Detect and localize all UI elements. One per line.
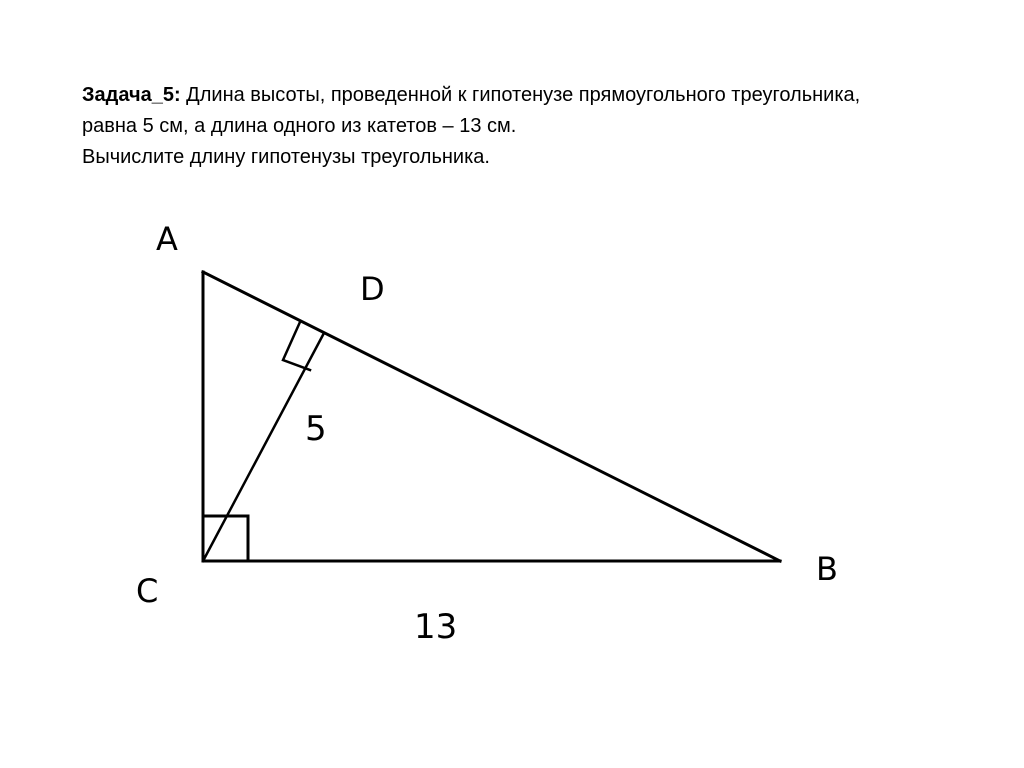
right-angle-marker-d — [283, 322, 310, 370]
vertex-label-c: C — [136, 572, 159, 610]
vertex-label-b: B — [816, 550, 838, 588]
height-length-label: 5 — [305, 409, 327, 449]
hypotenuse-ab — [203, 272, 780, 561]
vertex-label-d: D — [360, 270, 385, 308]
problem-label: Задача_5: — [82, 84, 181, 106]
leg-length-label: 13 — [414, 607, 458, 647]
problem-text-1: Длина высоты, проведенной к гипотенузе прямоугольного треугольника, — [180, 84, 861, 106]
problem-line-3: Вычислите длину гипотенузы треугольника. — [82, 146, 490, 168]
problem-line-2: равна 5 см, а длина одного из катетов – 13 см. — [82, 115, 517, 137]
right-angle-marker-c — [203, 516, 248, 561]
vertex-label-a: A — [156, 220, 178, 258]
